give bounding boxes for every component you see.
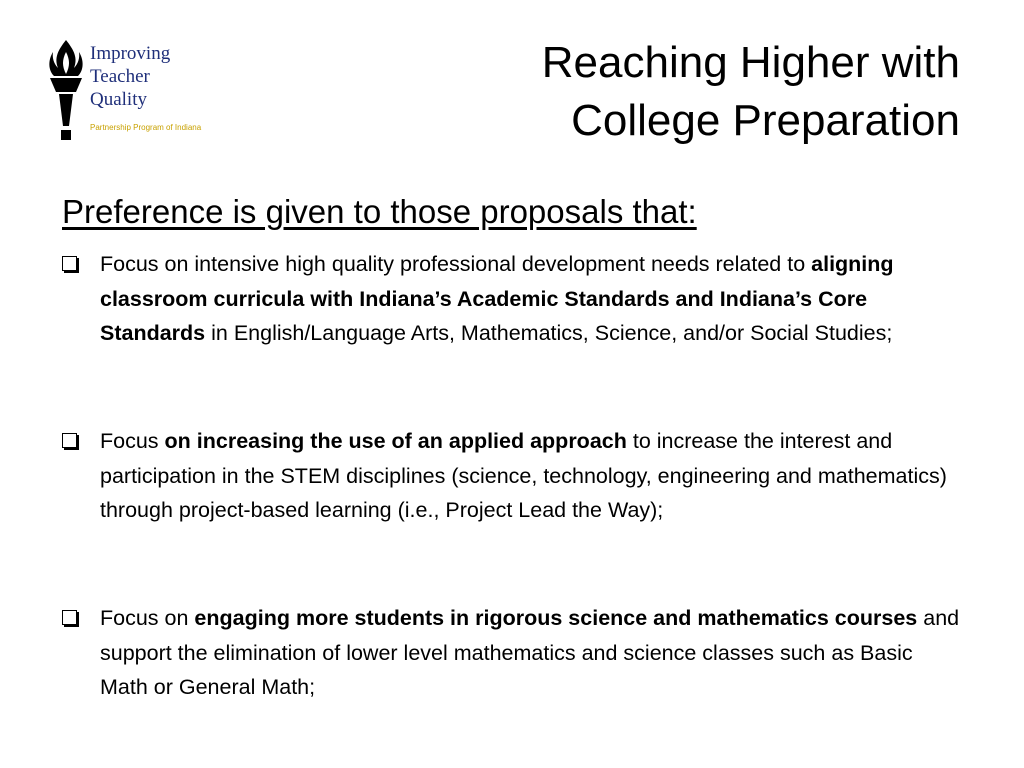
bullet-text — [100, 247, 962, 351]
logo — [44, 38, 214, 142]
bullet-text-plain: Focus on — [100, 606, 195, 630]
slide-title-line-1: Reaching Higher with — [541, 38, 960, 87]
bullet-text-bold: aligning classroom curricula with Indiana’s Academic Standards and Indiana’s Core Standards — [100, 252, 894, 345]
checkbox-bullet-icon — [62, 610, 77, 625]
slide-title-line-2: College Preparation — [571, 96, 960, 145]
slide-title — [542, 34, 960, 150]
subheading: Preference is given to those proposals that: — [62, 193, 697, 230]
torch-icon — [44, 38, 88, 142]
checkbox-bullet-icon — [62, 433, 77, 448]
logo-wordmark — [90, 42, 170, 111]
logo-line-2: Teacher — [90, 66, 150, 87]
bullet-text-bold: engaging more students in rigorous science and mathematics courses — [194, 606, 918, 630]
logo-tagline: Partnership Program of Indiana — [90, 123, 202, 132]
logo-line-3: Quality — [90, 89, 147, 110]
bullet-text-plain: in English/Language Arts, Mathematics, Science, and/or Social Studies; — [205, 321, 893, 345]
bullet-text — [100, 601, 962, 705]
bullet-text-plain: Focus on intensive high quality professional development needs related to — [100, 252, 812, 276]
bullet-text-plain: to increase the interest and participation in the STEM disciplines (science, technology, engineering and mathematics) through project-based learning (i.e., Project Lead the Way); — [100, 429, 947, 522]
checkbox-bullet-icon — [62, 256, 77, 271]
logo-line-1: Improving — [90, 43, 171, 64]
bullet-text — [100, 424, 962, 528]
bullet-text-plain: Focus — [100, 429, 165, 453]
bullet-text-bold: on increasing the use of an applied approach — [164, 429, 627, 453]
bullet-text-plain: and support the elimination of lower level mathematics and science classes such as Basic Math or General Math; — [100, 606, 960, 699]
